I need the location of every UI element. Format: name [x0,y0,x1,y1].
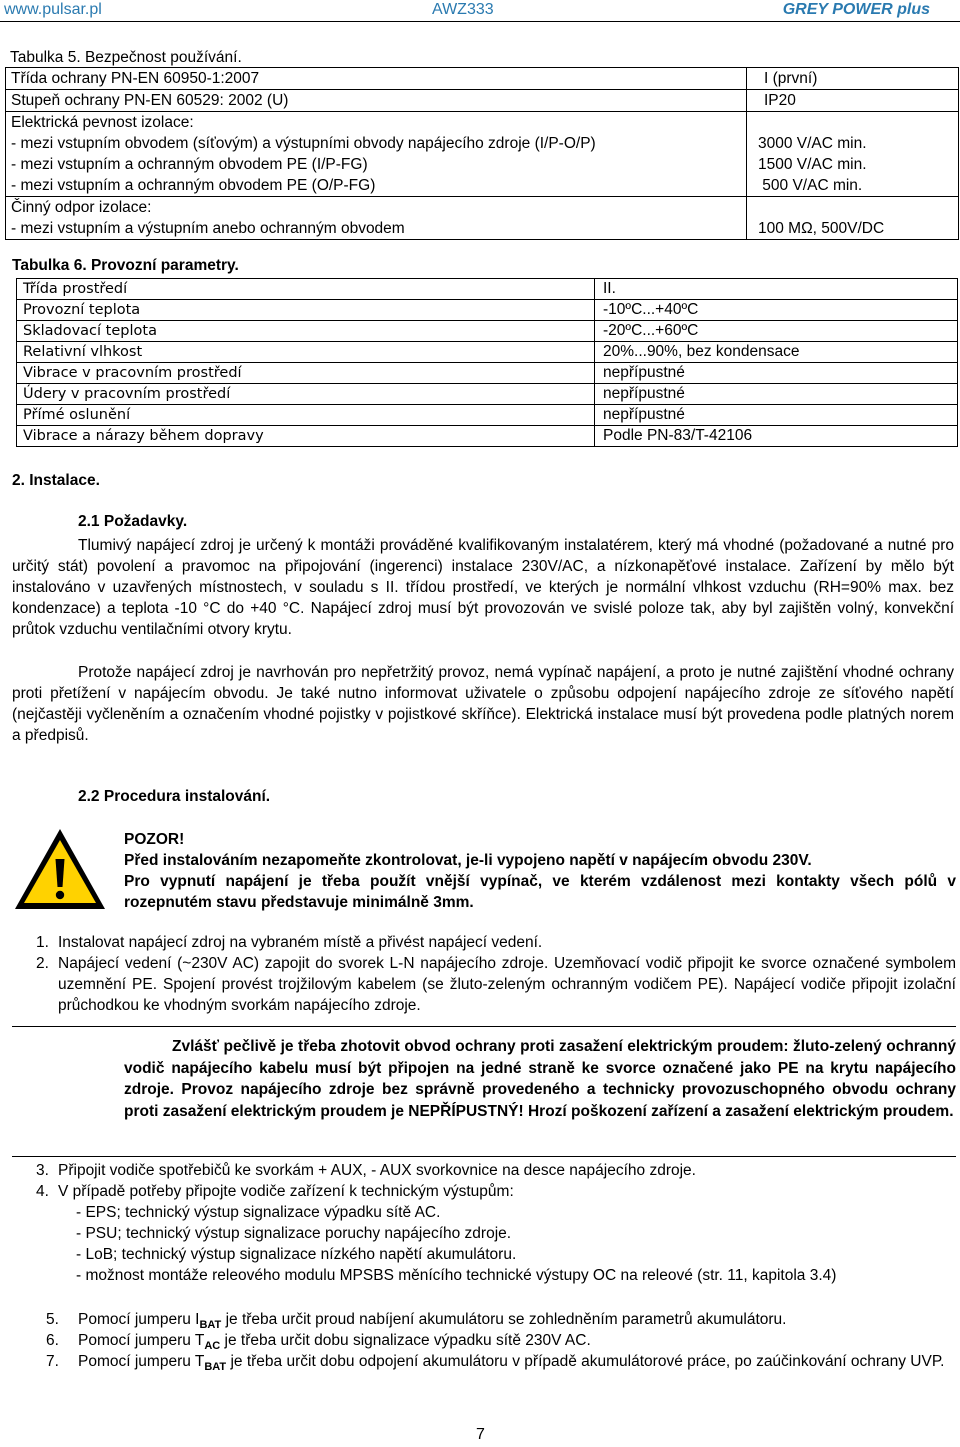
table-cell-value: 20%...90%, bez kondensace [603,343,800,360]
table6 [16,278,958,447]
subsection-title-requirements: 2.1 Požadavky. [78,513,188,530]
table-row [6,112,958,197]
list-item-text: Pomocí jumperu $T_{BAT}$ je třeba určit dobu odpojení akumulátoru v případě akumulátorové práce, po zaúčinkování ochrany UVP. [78,1353,945,1374]
table-cell-value: -10ºC...+40ºC [603,301,699,318]
table-cell-value: 3000 V/AC min. [758,135,867,152]
table-cell-value: nepřípustné [603,364,685,381]
table-cell-label: - mezi vstupním a ochranným obvodem PE (O/P-FG) [11,177,376,194]
section-title-installation: 2. Instalace. [12,472,100,489]
table-cell-label: Provozní teplota [23,302,141,318]
table-cell-label: Stupeň ochrany PN-EN 60529: 2002 (U) [11,92,289,109]
list-item-bullet: - možnost montáže releového modulu MPSBS měnícího technické výstupy OC na releové (str. 11, kapitola 3.4) [76,1267,837,1284]
table-row [17,363,957,384]
table-cell-label: - mezi vstupním obvodem (síťovým) a výstupními obvody napájecího zdroje (I/P-O/P) [11,135,596,152]
list-item-number: 5. [46,1311,59,1328]
pe-warning: Zvlášť pečlivě je třeba zhotovit obvod ochrany proti zasažení elektrickým proudem: žluto-zelený ochranný vodič napájecího kabelu musí být připojen na jedné straně ke svorce označené jako PE na krytu napájecího zdroje. Provoz napájecího zdroje bez správně provedeného a technicky provozuschopného obvodu ochrany proti zasažení elektrickým proudem je NEPŘÍPUSTNÝ! Hrozí poškození zařízení a zasažení elektrickým proudem. [124,1038,956,1120]
table-cell-value: 1500 V/AC min. [758,156,867,173]
header-divider [0,21,960,22]
pe-warning-bottom-border [12,1156,956,1157]
page-number: 7 [476,1426,485,1443]
table-row [6,68,958,90]
table-row [17,384,957,405]
table-row [17,342,957,363]
table-cell-label: Relativní vlhkost [23,344,143,360]
list-item-text: Připojit vodiče spotřebičů ke svorkám + AUX, - AUX svorkovnice na desce napájecího zdroje. [58,1162,696,1179]
warning-heading: POZOR! [124,831,185,848]
table-cell-label: Vibrace a nárazy během dopravy [23,428,264,444]
warning-line-1: Před instalováním nezapomeňte zkontrolovat, je-li vypojeno napětí v napájecím obvodu 230V. [124,852,812,869]
list-item-text: Napájecí vedení (~230V AC) zapojit do svorek L-N napájecího zdroje. Uzemňovací vodič připojit ke svorce označené symbolem uzemnění PE. Spojení provést trojžilovým kabelem (se žluto-zeleným ochranným vodičem PE). Napájecí vodiče připojit izolační průchodkou ke vhodným svorkám napájecího zdroje. [58,955,956,1014]
table-row [17,279,957,300]
table-cell-label: Skladovací teplota [23,323,157,339]
table-cell-label: Třída ochrany PN-EN 60950-1:2007 [11,70,260,87]
list-item-number: 2. [36,955,49,972]
list-item-text: Pomocí jumperu $I_{BAT}$ je třeba určit proud nabíjení akumulátoru se zohledněním parametrů akumulátoru. [78,1311,787,1332]
subsection-title-procedure: 2.2 Procedura instalování. [78,788,271,805]
requirements-paragraph-2: Protože napájecí zdroj je navrhován pro nepřetržitý provoz, nemá vypínač napájení, a proto je nutné zajištění vhodné ochrany proti přetížení v napájecím obvodu. Je také nutno informovat uživatele o způsobu odpojení napájecího zdroje ze síťového napětí (nejčastěji vyčleněním a označením vhodné pojistky v pojistkové skříňce). Elektrická instalace musí být provedena podle platných norem a předpisů. [12,664,954,744]
table5-title: Tabulka 5. Bezpečnost používání. [10,49,242,66]
table-cell-label: - mezi vstupním a výstupním anebo ochranným obvodem [11,220,405,237]
table-row [6,90,958,112]
table-cell-label: - mezi vstupním a ochranným obvodem PE (I/P-FG) [11,156,368,173]
list-item-number: 1. [36,934,49,951]
list-item-text: V případě potřeby připojte vodiče zařízení k technickým výstupům: [58,1183,514,1200]
table-cell-label: Přímé oslunění [23,407,131,423]
warning-line-2: Pro vypnutí napájení je třeba použít vnější vypínač, ve kterém vzdálenost mezi kontakty všech pólů v rozepnutém stavu představuje minimálně 3mm. [124,873,956,911]
header-model: AWZ333 [432,1,494,18]
pe-warning-top-border [12,1026,956,1027]
table-row [6,197,958,239]
page-header [0,0,960,22]
table-row [17,300,957,321]
list-item-number: 7. [46,1353,59,1370]
table-row [17,405,957,426]
header-website[interactable]: www.pulsar.pl [4,1,102,18]
list-item-number: 4. [36,1183,49,1200]
list-item-text: Pomocí jumperu $T_{AC}$ je třeba určit dobu signalizace výpadku sítě 230V AC. [78,1332,591,1353]
table-cell-value: nepřípustné [603,385,685,402]
table6-title: Tabulka 6. Provozní parametry. [12,257,239,274]
table-row [17,426,957,446]
list-item [46,1351,956,1378]
table-cell-value: 500 V/AC min. [758,177,863,194]
table-cell-label: Činný odpor izolace: [11,199,152,216]
list-item [36,953,956,1016]
table-cell-value: I (první) [764,70,818,87]
list-item-number: 6. [46,1332,59,1349]
table-cell-value: Podle PN-83/T-42106 [603,427,753,444]
table-cell-value: -20ºC...+60ºC [603,322,699,339]
table5 [5,67,959,240]
header-brand: GREY POWER plus [782,1,930,18]
table-cell-value: nepřípustné [603,406,685,423]
table-cell-label: Údery v pracovním prostředí [23,386,231,402]
warning-triangle-icon [12,826,108,912]
table-cell-label: Třída prostředí [23,281,128,297]
table-cell-value: II. [603,280,616,297]
list-item-text: Instalovat napájecí zdroj na vybraném místě a přivést napájecí vedení. [58,934,543,951]
list-item [36,1160,956,1181]
list-item [36,932,956,953]
table-cell-label: Elektrická pevnost izolace: [11,114,194,131]
list-item-bullet: - LoB; technický výstup signalizace nízkého napětí akumulátoru. [76,1246,517,1263]
requirements-paragraph-1: Tlumivý napájecí zdroj je určený k montáži prováděné kvalifikovaným instalatérem, který má vhodné (požadované a nutné pro určitý stát) povolení a pravomoc na připojování (ingerenci) instalace 230V/AC, a nízkonapěťové instalace. Zařízení by mělo být instalováno v uzavřených místnostech, v souladu s II. třídou prostředí, ve kterých je normální vlhkost vzduchu (RH=90% max. bez kondenzace) a teplota -10 °C do +40 °C. Napájecí zdroj musí být provozován ve svislé poloze tak, aby byl zajištěn volný, konvekční průtok vzduchu ventilačními otvory krytu. [12,537,954,638]
table-cell-value: 100 MΩ, 500V/DC [758,220,885,237]
list-item-bullet: - PSU; technický výstup signalizace poruchy napájecího zdroje. [76,1225,512,1242]
table-cell-label: Vibrace v pracovním prostředí [23,365,242,381]
list-item-bullet: - EPS; technický výstup signalizace výpadku sítě AC. [76,1204,441,1221]
table-row [17,321,957,342]
list-item-number: 3. [36,1162,49,1179]
list-item [36,1181,956,1202]
table-cell-value: IP20 [764,92,796,109]
